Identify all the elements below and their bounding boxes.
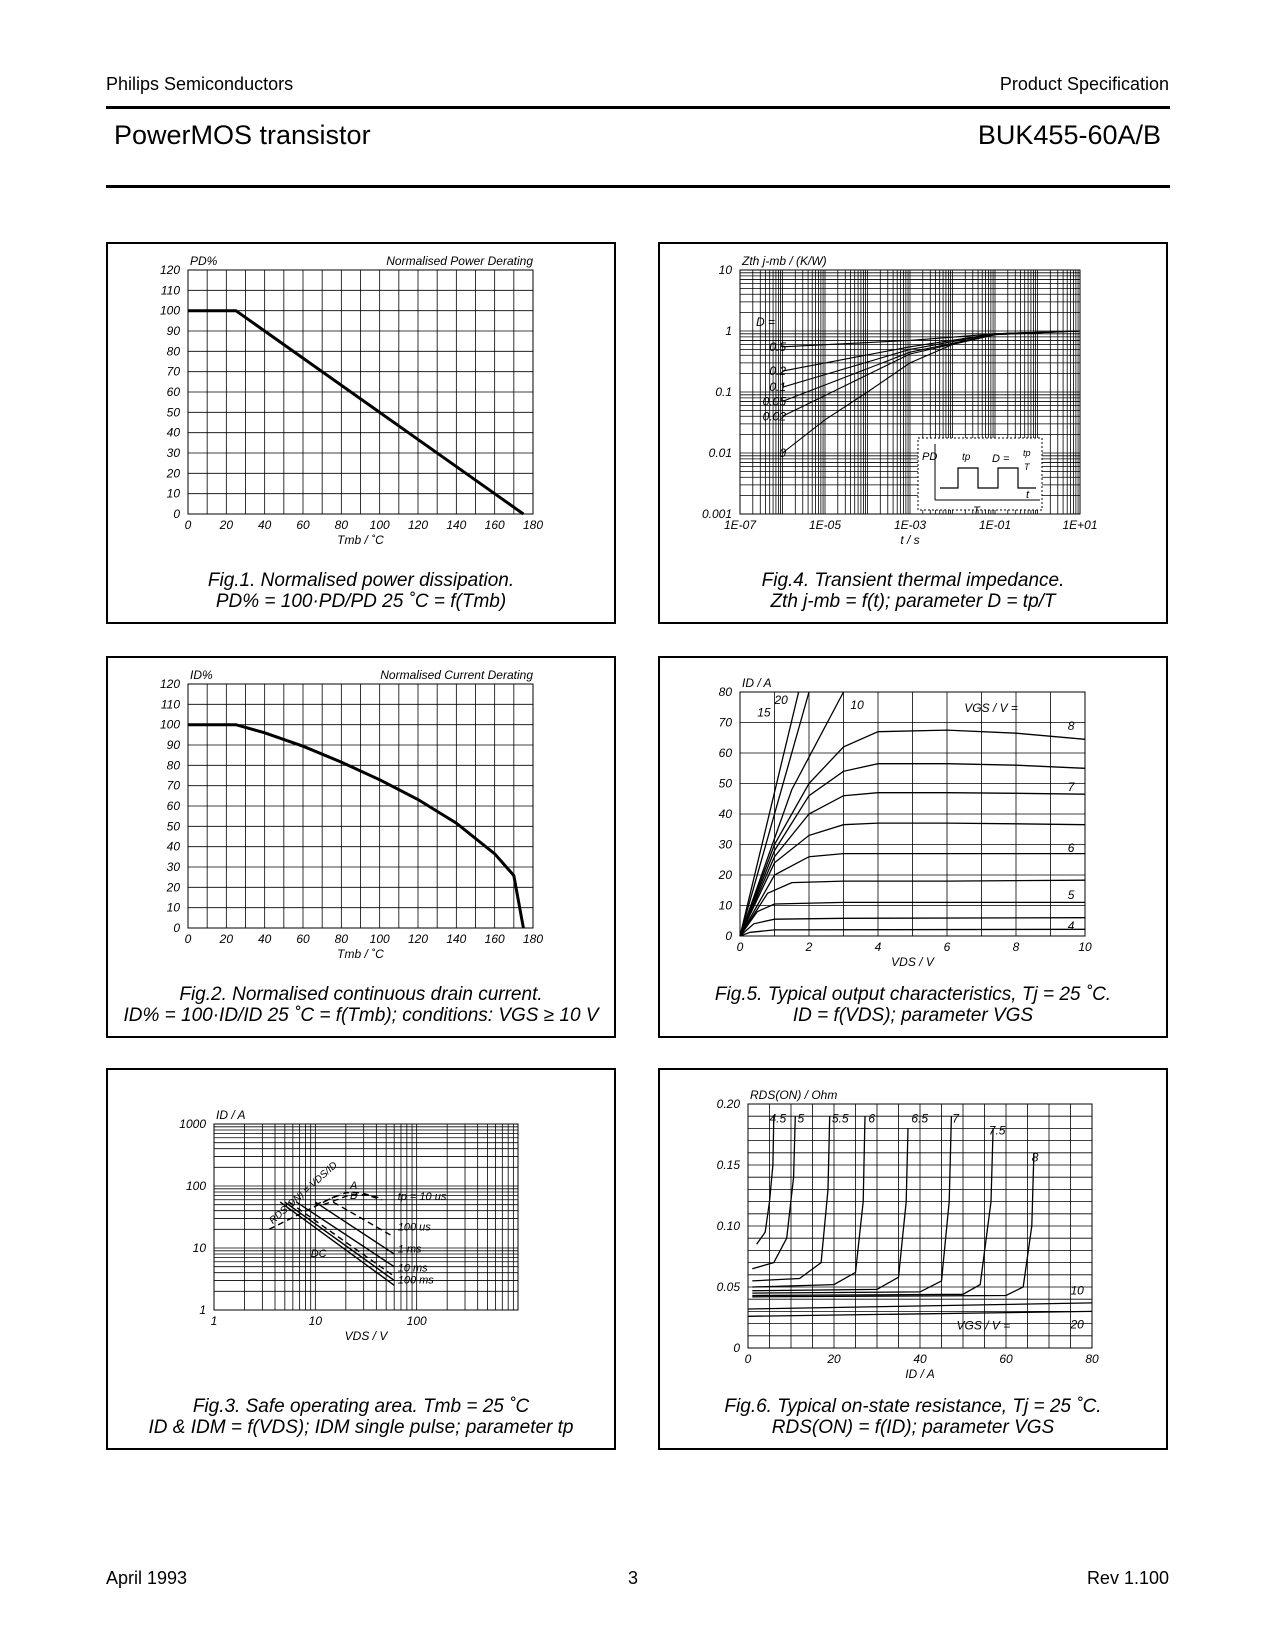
vgs-label: 20 [1070, 1317, 1084, 1332]
fig4-chart [660, 244, 1166, 547]
x-tick-label: 60 [296, 932, 310, 946]
x-tick-label: 6 [943, 940, 951, 954]
y-tick-label: 100 [185, 1179, 206, 1193]
chart-title: Normalised Power Derating [386, 254, 533, 268]
x-tick-label: 0 [184, 518, 192, 532]
y-tick-label: 10 [718, 898, 732, 913]
x-tick-label: 20 [219, 932, 234, 946]
x-tick-label: 4 [874, 940, 882, 954]
y-tick-label: 40 [166, 425, 180, 440]
y-tick-label: 0 [173, 507, 180, 521]
y-tick-label: 100 [159, 717, 180, 732]
inset-pd: PD [922, 451, 938, 463]
fig6-caption-1: Fig.6. Typical on-state resistance, Tj = 25 ˚C. [724, 1396, 1102, 1417]
y-tick-label: 110 [160, 697, 180, 712]
page-title: PowerMOS transistor [114, 120, 371, 150]
fig6-caption-2: RDS(ON) = f(ID); parameter VGS [771, 1417, 1055, 1438]
y-tick-label: 20 [718, 868, 732, 882]
fig5-caption-2: ID = f(VDS); parameter VGS [792, 1005, 1034, 1026]
fig1-caption-1: Fig.1. Normalised power dissipation. [207, 570, 515, 591]
fig3-chart [108, 1070, 614, 1370]
legend-title: VGS / V = [956, 1318, 1011, 1333]
fig5-chart [660, 658, 1166, 969]
fig2-chart [108, 658, 614, 961]
y-tick-label: 50 [166, 819, 180, 834]
series-line-7 [752, 1116, 951, 1293]
fig4-caption-1: Fig.4. Transient thermal impedance. [761, 570, 1065, 591]
y-tick-label: 40 [166, 839, 180, 854]
vgs-label: 10 [1070, 1283, 1084, 1298]
x-tick-label: 1E-07 [723, 518, 757, 532]
x-axis-label: t / s [900, 533, 920, 547]
fig3-caption-2: ID & IDM = f(VDS); IDM single pulse; parameter tp [148, 1417, 574, 1438]
chart-title: Normalised Current Derating [380, 668, 533, 682]
footer-revision: Rev 1.100 [1086, 1568, 1169, 1588]
duty-label: 0.02 [762, 409, 786, 424]
y-axis-label: RDS(ON) / Ohm [750, 1088, 838, 1102]
vgs-label: 7 [952, 1111, 959, 1126]
x-tick-label: 160 [484, 518, 505, 532]
x-axis-label: VDS / V [344, 1329, 388, 1343]
x-tick-label: 40 [257, 518, 272, 532]
inset-frac-t: T [1024, 462, 1030, 472]
y-tick-label: 70 [166, 364, 180, 379]
y-tick-label: 80 [166, 344, 180, 359]
y-tick-label: 0 [725, 929, 732, 943]
x-tick-label: 160 [484, 932, 505, 946]
plot-frame [214, 1124, 518, 1310]
x-tick-label: 2 [805, 940, 813, 954]
series-line-100-us [315, 1202, 394, 1254]
x-tick-label: 20 [219, 518, 234, 532]
series-line-10-ms [289, 1202, 394, 1276]
y-tick-label: 0 [173, 921, 180, 935]
y-axis-label: PD% [190, 254, 218, 268]
y-tick-label: 0.10 [716, 1219, 740, 1233]
vgs-label: 8 [1031, 1150, 1039, 1165]
header-rule [106, 106, 1170, 109]
vgs-label: 5 [797, 1111, 805, 1126]
y-tick-label: 0.01 [708, 446, 732, 460]
fig6-chart [660, 1070, 1166, 1381]
x-tick-label: 120 [407, 518, 429, 532]
vgs-label-15: 15 [757, 705, 771, 720]
vgs-label-10: 10 [850, 697, 864, 712]
y-tick-label: 0.1 [715, 385, 732, 399]
figure-1-panel [106, 242, 616, 624]
inset-d: D = [992, 453, 1010, 465]
footer-date: April 1993 [106, 1568, 188, 1588]
vgs-label-4: 4 [1067, 918, 1075, 933]
y-tick-label: 1000 [179, 1117, 206, 1131]
y-tick-label: 100 [159, 303, 180, 318]
label-tp-10us: tp = 10 us [397, 1190, 447, 1203]
x-tick-label: 140 [446, 932, 467, 946]
x-tick-label: 40 [913, 1352, 927, 1366]
y-tick-label: 0.20 [716, 1097, 740, 1111]
vgs-label: 5.5 [831, 1111, 849, 1126]
vgs-label-5: 5 [1067, 887, 1075, 902]
x-tick-label: 10 [1078, 940, 1092, 954]
y-tick-label: 80 [718, 685, 732, 699]
y-tick-label: 110 [160, 283, 180, 298]
y-tick-label: 60 [166, 385, 180, 399]
series-line-100-ms [285, 1202, 394, 1280]
figure-4-panel [658, 242, 1168, 624]
x-tick-label: 10 [308, 1314, 323, 1328]
fig2-caption-2: ID% = 100·ID/ID 25 ˚C = f(Tmb); conditions: VGS ≥ 10 V [123, 1005, 599, 1026]
x-tick-label: 80 [334, 518, 349, 532]
y-axis-label: Zth j-mb / (K/W) [742, 254, 827, 268]
y-tick-label: 0.001 [701, 507, 732, 521]
inset-period: T [973, 505, 980, 517]
y-tick-label: 90 [166, 324, 180, 338]
series-line-a [315, 1193, 378, 1205]
y-tick-label: 50 [718, 776, 732, 791]
vgs-label: 6 [868, 1111, 876, 1126]
fig2-caption-1: Fig.2. Normalised continuous drain current. [179, 984, 543, 1005]
x-tick-label: 80 [1085, 1352, 1099, 1366]
y-tick-label: 80 [166, 758, 180, 773]
x-tick-label: 140 [446, 518, 467, 532]
title-rule [106, 185, 1170, 188]
vgs-label: 6.5 [911, 1111, 929, 1126]
x-tick-label: 100 [369, 932, 390, 946]
part-number: BUK455-60A/B [977, 120, 1161, 150]
y-axis-label: ID% [190, 668, 213, 682]
vgs-label: 4.5 [769, 1111, 787, 1126]
y-tick-label: 40 [718, 807, 732, 821]
y-tick-label: 70 [166, 778, 180, 793]
x-tick-label: 1 [210, 1314, 218, 1328]
vgs-label-6: 6 [1067, 841, 1075, 856]
figure-6-panel [658, 1068, 1168, 1450]
label-100ms: 100 ms [397, 1274, 434, 1287]
x-axis-label: Tmb / ˚C [337, 947, 384, 961]
y-tick-label: 20 [166, 466, 180, 481]
duty-label: 0.5 [769, 339, 786, 354]
x-tick-label: 60 [296, 518, 310, 532]
x-tick-label: 0 [184, 932, 192, 946]
fig1-chart [108, 244, 614, 547]
label-dc: DC [310, 1247, 327, 1260]
figure-3-panel [106, 1068, 616, 1450]
label-10ms: 10 ms [397, 1262, 428, 1275]
x-tick-label: 180 [522, 518, 544, 532]
label-rds-on: RDS(ON) = VDS/ID [267, 1159, 340, 1227]
x-axis-label: Tmb / ˚C [337, 533, 384, 547]
y-tick-label: 60 [166, 799, 180, 813]
y-tick-label: 50 [166, 405, 180, 420]
vgs-label-7: 7 [1067, 780, 1075, 795]
inset-time: t [1026, 489, 1030, 501]
x-tick-label: 60 [999, 1352, 1013, 1366]
legend-title: VGS / V = [964, 700, 1018, 715]
series-line-7.5 [752, 1128, 993, 1295]
fig5-caption-1: Fig.5. Typical output characteristics, Tj = 25 ˚C. [714, 984, 1112, 1005]
fig3-caption-1: Fig.3. Safe operating area. Tmb = 25 ˚C [192, 1396, 530, 1417]
label-1ms: 1 ms [397, 1243, 422, 1256]
y-tick-label: 10 [166, 900, 180, 915]
label-a: A [350, 1179, 358, 1192]
figure-2-panel [106, 656, 616, 1038]
company-name: Philips Semiconductors [106, 74, 294, 94]
x-tick-label: 0 [736, 940, 744, 954]
x-tick-label: 1E-05 [808, 518, 842, 532]
vgs-label-8: 8 [1067, 719, 1075, 734]
duty-label: 0.1 [769, 380, 786, 395]
x-tick-label: 100 [369, 518, 390, 532]
y-tick-label: 1 [199, 1303, 206, 1317]
y-tick-label: 10 [718, 263, 732, 277]
duty-label: 0.2 [769, 364, 786, 379]
label-b: B [350, 1189, 358, 1202]
fig4-caption-2: Zth j-mb = f(t); parameter D = tp/T [770, 591, 1056, 612]
y-axis-label: ID / A [742, 676, 772, 690]
y-tick-label: 0 [733, 1341, 740, 1355]
x-tick-label: 40 [257, 932, 272, 946]
x-tick-label: 100 [406, 1314, 427, 1328]
y-tick-label: 1 [725, 324, 732, 338]
y-tick-label: 30 [166, 446, 180, 460]
y-tick-label: 120 [159, 677, 180, 691]
x-tick-label: 1E-03 [893, 518, 927, 532]
duty-label: 0.05 [762, 394, 786, 409]
x-tick-label: 1E-01 [978, 518, 1012, 532]
y-tick-label: 90 [166, 738, 180, 752]
x-tick-label: 80 [334, 932, 349, 946]
fig1-caption-2: PD% = 100·PD/PD 25 ˚C = f(Tmb) [215, 591, 507, 612]
x-axis-label: ID / A [905, 1367, 935, 1381]
y-tick-label: 10 [192, 1241, 206, 1255]
y-tick-label: 120 [159, 263, 180, 277]
x-tick-label: 0 [744, 1352, 752, 1366]
vgs-label: 7.5 [988, 1123, 1006, 1138]
y-tick-label: 0.05 [716, 1280, 740, 1294]
y-tick-label: 70 [718, 715, 732, 730]
x-tick-label: 120 [407, 932, 429, 946]
inset-tp: tp [962, 452, 971, 463]
x-tick-label: 20 [827, 1352, 841, 1366]
y-tick-label: 0.15 [716, 1158, 740, 1172]
figure-5-panel [658, 656, 1168, 1038]
x-axis-label: VDS / V [891, 955, 934, 969]
legend-title: D = [756, 315, 776, 329]
label-100us: 100 us [397, 1221, 431, 1234]
x-tick-label: 1E+01 [1062, 518, 1098, 532]
footer-page-number: 3 [628, 1568, 639, 1588]
x-tick-label: 8 [1012, 940, 1020, 954]
y-tick-label: 30 [718, 837, 732, 852]
duty-label: 0 [779, 446, 786, 460]
x-tick-label: 180 [522, 932, 544, 946]
inset-frac-tp: tp [1023, 448, 1031, 458]
y-axis-label: ID / A [216, 1108, 246, 1122]
series-line-4.5 [757, 1116, 774, 1244]
y-tick-label: 30 [166, 860, 180, 874]
doc-type: Product Specification [999, 74, 1169, 94]
y-tick-label: 10 [166, 486, 180, 501]
y-tick-label: 60 [718, 746, 732, 760]
y-tick-label: 20 [166, 880, 180, 895]
vgs-label-20: 20 [774, 693, 788, 708]
